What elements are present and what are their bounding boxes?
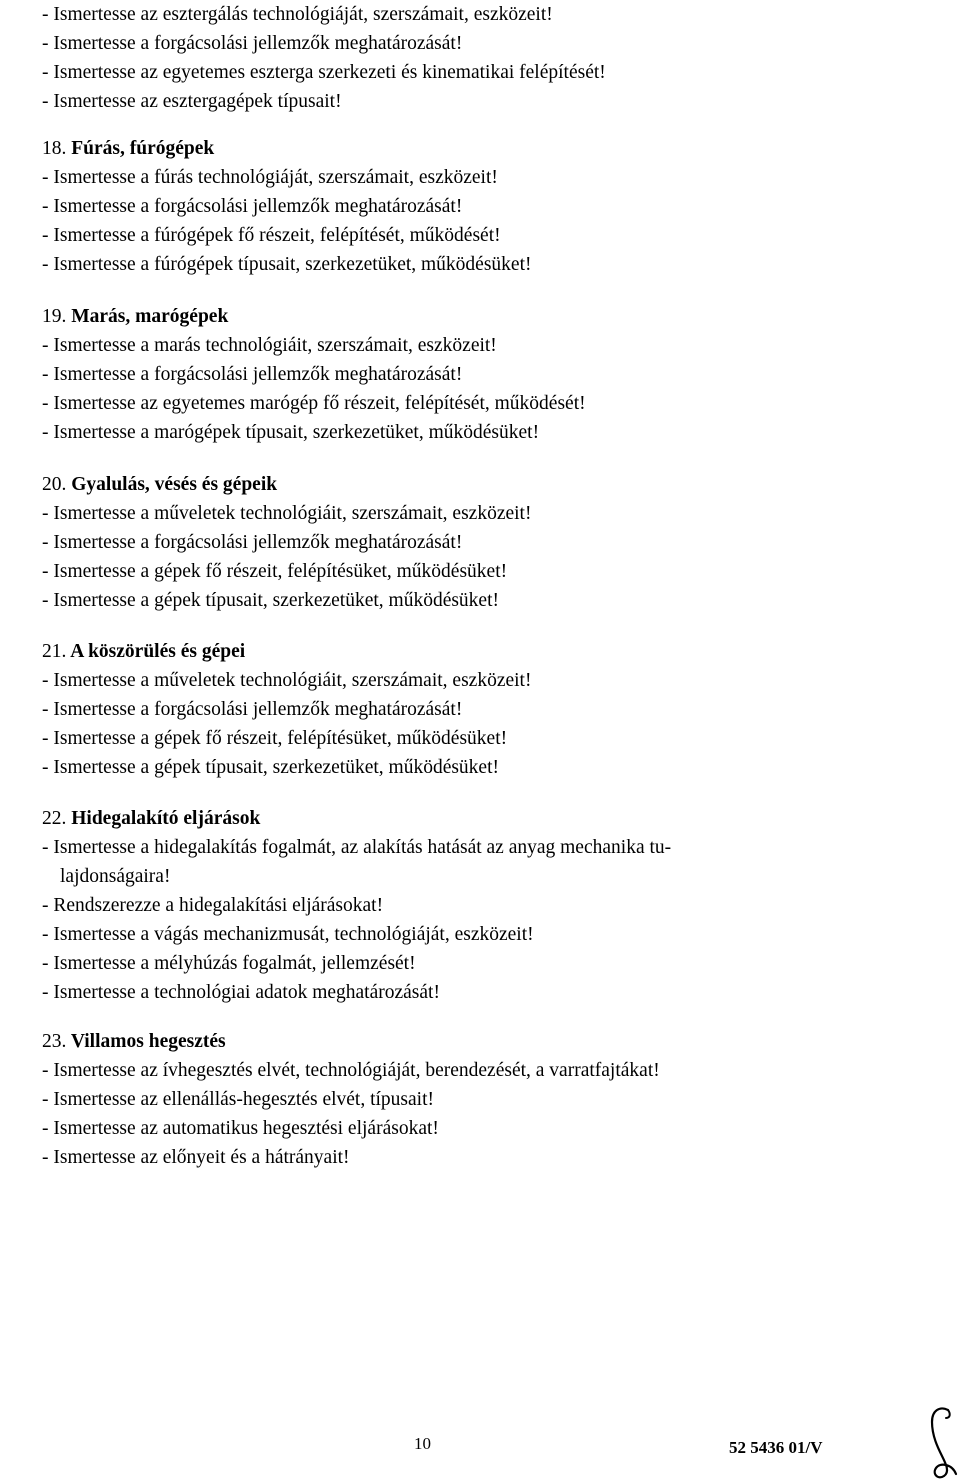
list-item: - Ismertesse az esztergagépek típusait! — [42, 91, 342, 112]
section-heading — [42, 637, 531, 666]
signature-icon — [918, 1404, 958, 1482]
list-item: - Ismertesse a műveletek technológiáit, szerszámait, eszközeit! — [42, 503, 532, 524]
section-number: 18. — [42, 138, 67, 159]
section-number: 19. — [42, 306, 67, 327]
list-item: - Ismertesse az egyetemes marógép fő részeit, felépítését, működését! — [42, 393, 586, 414]
list-item: - Ismertesse a mélyhúzás fogalmát, jellemzését! — [42, 953, 416, 974]
list-item: - Ismertesse a forgácsolási jellemzők meghatározását! — [42, 33, 463, 54]
list-item: - Ismertesse a vágás mechanizmusát, technológiáját, eszközeit! — [42, 924, 534, 945]
section-title: Marás, marógépek — [71, 306, 229, 327]
intro-item-list — [42, 0, 606, 116]
list-item: - Ismertesse a forgácsolási jellemzők meghatározását! — [42, 196, 463, 217]
list-item: - Ismertesse az ívhegesztés elvét, technológiáját, berendezését, a varratfajtákat! — [42, 1060, 660, 1081]
section-23 — [42, 1027, 660, 1172]
section-heading — [42, 1027, 660, 1056]
list-item: - Ismertesse a marás technológiáit, szerszámait, eszközeit! — [42, 335, 497, 356]
list-item: - Ismertesse az automatikus hegesztési eljárásokat! — [42, 1118, 439, 1139]
list-item: - Ismertesse a marógépek típusait, szerkezetüket, működésüket! — [42, 422, 540, 443]
section-title: Hidegalakító eljárások — [71, 808, 261, 829]
section-19 — [42, 302, 586, 447]
list-item: - Ismertesse a gépek típusait, szerkezetüket, működésüket! — [42, 590, 500, 611]
list-item: - Ismertesse a gépek típusait, szerkezetüket, működésüket! — [42, 757, 500, 778]
section-title: Fúrás, fúrógépek — [71, 138, 215, 159]
section-heading — [42, 804, 671, 833]
list-item: - Ismertesse az esztergálás technológiáját, szerszámait, eszközeit! — [42, 4, 553, 25]
section-title: Villamos hegesztés — [70, 1031, 226, 1052]
list-item: - Ismertesse a technológiai adatok meghatározását! — [42, 982, 440, 1003]
section-18 — [42, 134, 532, 279]
section-number: 21. — [42, 641, 67, 662]
list-item: - Ismertesse a hidegalakítás fogalmát, az alakítás hatását az anyag mechanika tu- — [42, 837, 672, 858]
list-item: - Ismertesse a fúrógépek fő részeit, felépítését, működését! — [42, 225, 501, 246]
list-item: - Rendszerezze a hidegalakítási eljárásokat! — [42, 895, 384, 916]
list-item: - Ismertesse a forgácsolási jellemzők meghatározását! — [42, 699, 463, 720]
list-item: - Ismertesse a gépek fő részeit, felépítésüket, működésüket! — [42, 728, 508, 749]
list-item: - Ismertesse az ellenállás-hegesztés elvét, típusait! — [42, 1089, 434, 1110]
list-item: - Ismertesse a forgácsolási jellemzők meghatározását! — [42, 364, 463, 385]
list-item: - Ismertesse a műveletek technológiáit, szerszámait, eszközeit! — [42, 670, 532, 691]
list-item: - Ismertesse a forgácsolási jellemzők meghatározását! — [42, 532, 463, 553]
section-heading — [42, 134, 532, 163]
section-title: A köszörülés és gépei — [70, 641, 246, 662]
section-heading — [42, 470, 531, 499]
section-22 — [42, 804, 671, 1007]
section-number: 23. — [42, 1031, 67, 1052]
document-code: 52 5436 01/V — [729, 1438, 823, 1457]
section-title: Gyalulás, vésés és gépeik — [71, 474, 278, 495]
list-item: - Ismertesse a fúrás technológiáját, szerszámait, eszközeit! — [42, 167, 498, 188]
page-number: 10 — [414, 1434, 431, 1453]
section-20 — [42, 470, 531, 615]
section-heading — [42, 302, 586, 331]
section-number: 22. — [42, 808, 67, 829]
list-item: - Ismertesse a gépek fő részeit, felépítésüket, működésüket! — [42, 561, 508, 582]
section-21 — [42, 637, 531, 782]
list-item: - Ismertesse az előnyeit és a hátrányait! — [42, 1147, 350, 1168]
list-item: - Ismertesse az egyetemes eszterga szerkezeti és kinematikai felépítését! — [42, 62, 606, 83]
list-item: - Ismertesse a fúrógépek típusait, szerkezetüket, működésüket! — [42, 254, 532, 275]
list-item-continuation: lajdonságaira! — [60, 866, 171, 887]
section-number: 20. — [42, 474, 67, 495]
